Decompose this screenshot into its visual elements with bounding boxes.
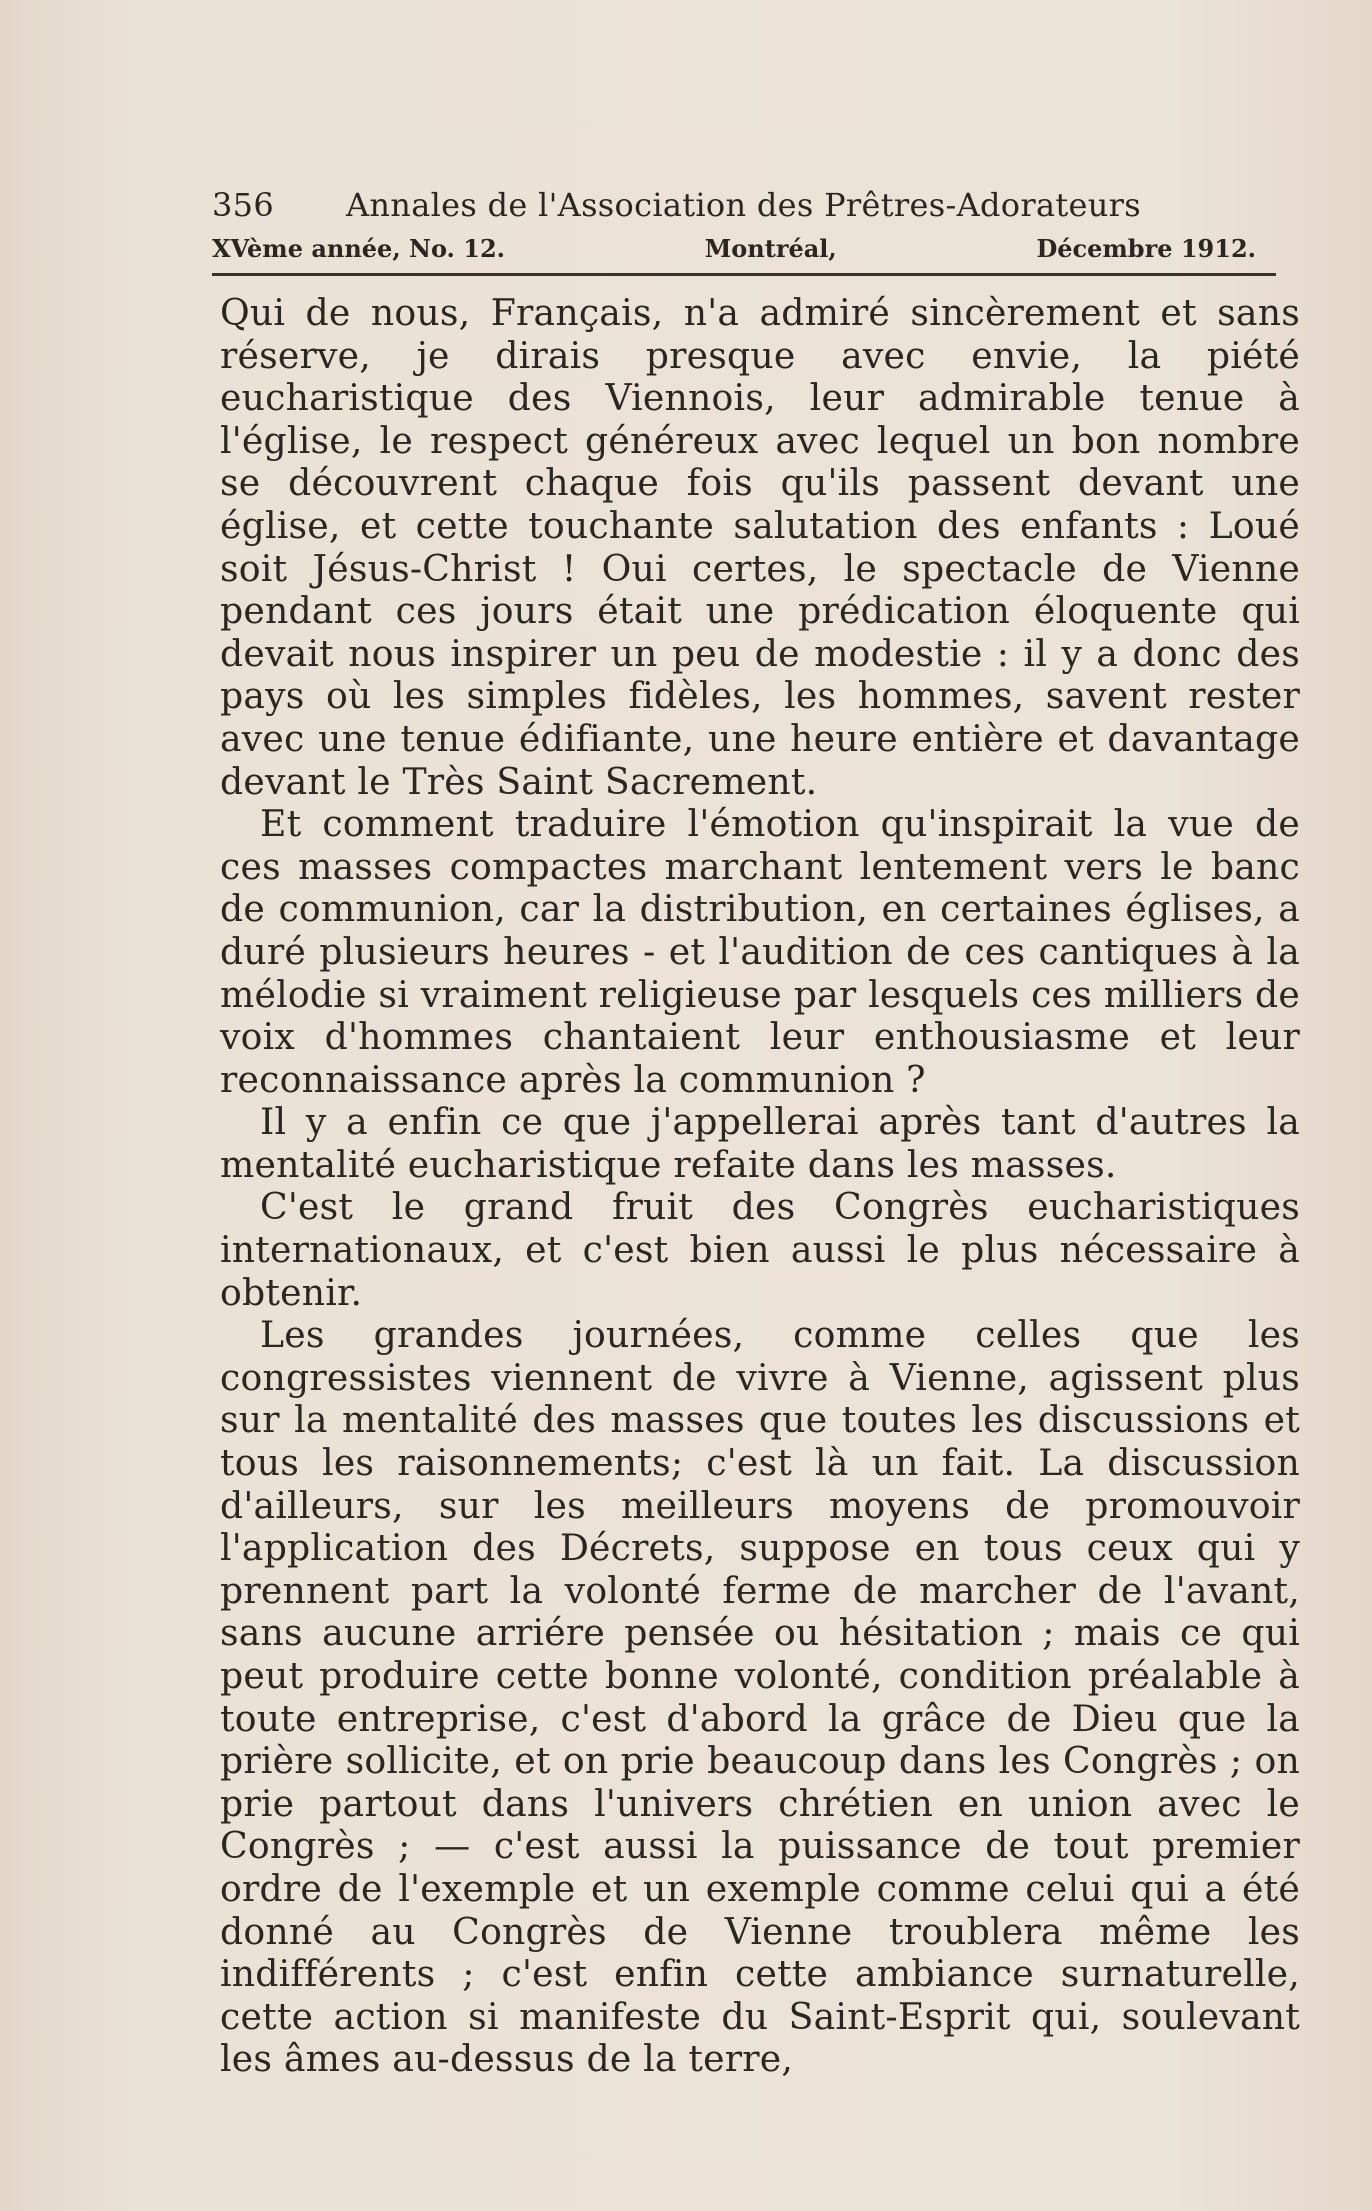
header-rule — [212, 273, 1276, 276]
paragraph: C'est le grand fruit des Congrès eucharistiques internationaux, et c'est bien aussi le plus nécessaire à obtenir. — [220, 1185, 1300, 1314]
article-body — [220, 292, 1300, 2081]
paragraph: Il y a enfin ce que j'appellerai après tant d'autres la mentalité eucharistique refaite dans les masses. — [220, 1100, 1300, 1186]
publication-title: Annales de l'Association des Prêtres-Adorateurs — [345, 186, 1141, 224]
header-issue-line — [212, 234, 1276, 263]
city: Montréal, — [704, 234, 837, 263]
issue-date: Décembre 1912. — [1036, 234, 1256, 263]
page-number: 356 — [212, 186, 274, 224]
paragraph: Qui de nous, Français, n'a admiré sincèrement et sans réserve, je dirais presque avec envie, la piété eucharistique des Viennois, leur admirable tenue à l'église, le respect généreux avec lequel un bon nombre se découvrent chaque fois qu'ils passent devant une église, et cette touchante salutation des enfants : Loué soit Jésus-Christ ! Oui certes, le spectacle de Vienne pendant ces jours était une prédication éloquente qui devait nous inspirer un peu de modestie : il y a donc des pays où les simples fidèles, les hommes, savent rester avec une tenue édifiante, une heure entière et davantage devant le Très Saint Sacrement. — [220, 291, 1300, 803]
header-title-line — [212, 186, 1276, 224]
running-header — [212, 186, 1276, 276]
paragraph: Les grandes journées, comme celles que les congressistes viennent de vivre à Vienne, agissent plus sur la mentalité des masses que toutes les discussions et tous les raisonnements; c'est là un fait. La discussion d'ailleurs, sur les meilleurs moyens de promouvoir l'application des Décrets, suppose en tous ceux qui y prennent part la volonté ferme de marcher de l'avant, sans aucune arriére pensée ou hésitation ; mais ce qui peut produire cette bonne volonté, condition préalable à toute entreprise, c'est d'abord la grâce de Dieu que la prière sollicite, et on prie beaucoup dans les Congrès ; on prie partout dans l'univers chrétien en union avec le Congrès ; — c'est aussi la puissance de tout premier ordre de l'exemple et un exemple comme celui qui a été donné au Congrès de Vienne troublera même les indifférents ; c'est enfin cette ambiance surnaturelle, cette action si manifeste du Saint-Esprit qui, soulevant les âmes au-dessus de la terre, — [220, 1313, 1300, 2081]
volume-issue: XVème année, No. 12. — [212, 234, 506, 263]
paragraph: Et comment traduire l'émotion qu'inspirait la vue de ces masses compactes marchant lentement vers le banc de communion, car la distribution, en certaines églises, a duré plusieurs heures - et l'audition de ces cantiques à la mélodie si vraiment religieuse par lesquels ces milliers de voix d'hommes chantaient leur enthousiasme et leur reconnaissance après la communion ? — [220, 802, 1300, 1101]
